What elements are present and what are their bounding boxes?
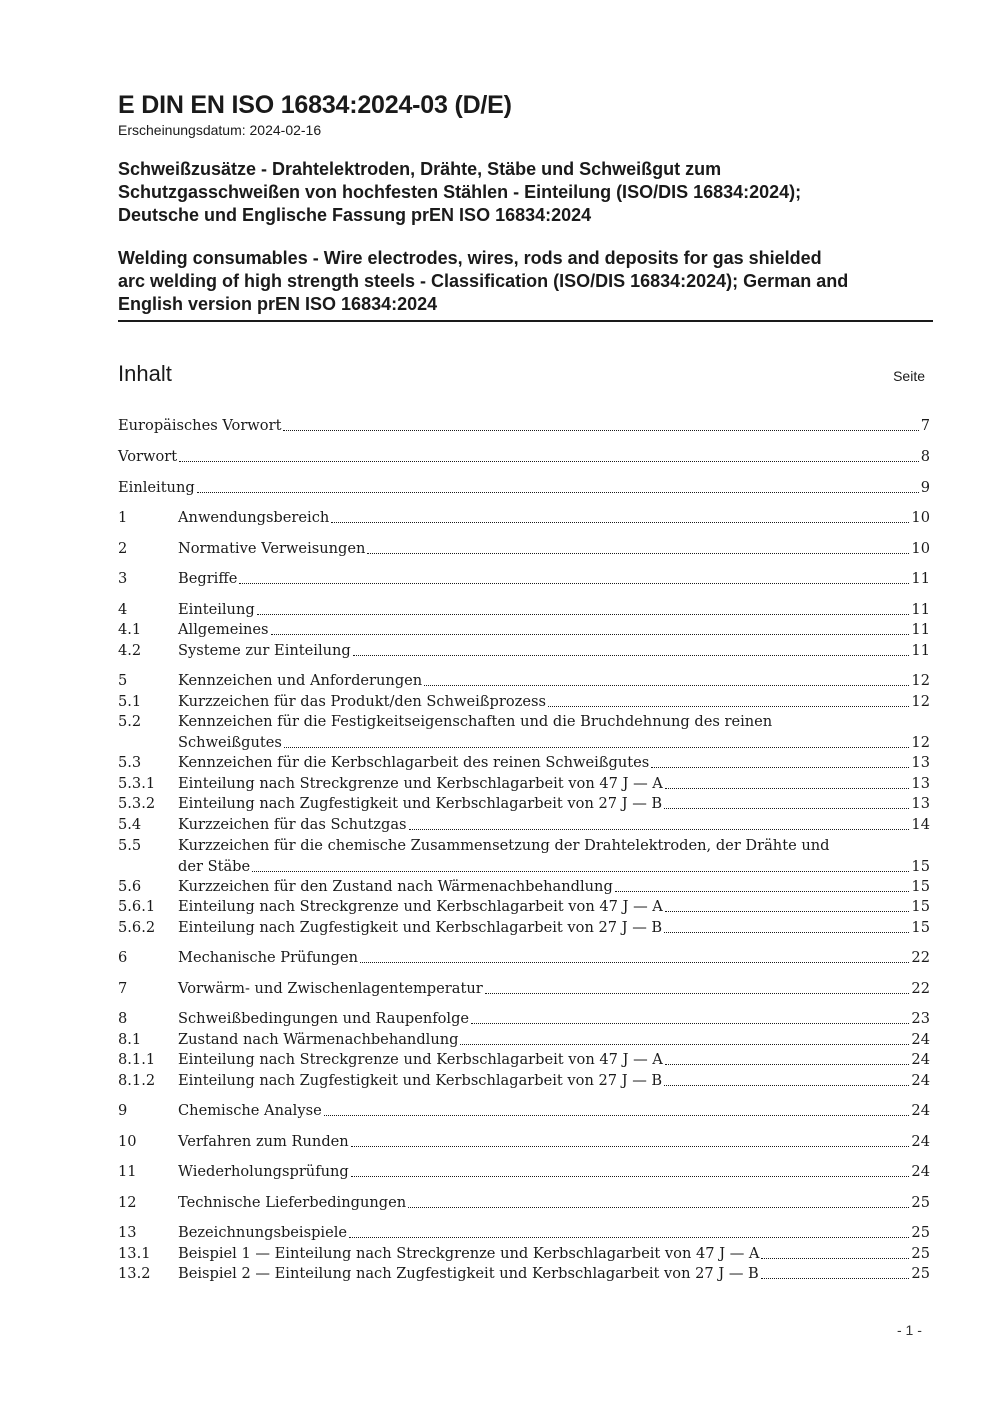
toc-leader-dots <box>257 610 910 615</box>
toc-leader-dots <box>408 1203 909 1208</box>
toc-entry-page: 13 <box>911 795 930 812</box>
toc-entry-number: 5.6.2 <box>118 919 156 936</box>
toc-leader-dots <box>331 518 909 523</box>
toc-entry-title: Schweißbedingungen und Raupenfolge <box>178 1010 470 1027</box>
toc-leader-dots <box>664 1081 909 1086</box>
toc-leader-dots <box>665 784 910 789</box>
toc-entry-number: 11 <box>118 1163 137 1180</box>
toc-entry[interactable] <box>118 917 930 938</box>
toc-entry[interactable] <box>118 1161 930 1182</box>
toc-entry-number: 12 <box>118 1194 137 1211</box>
toc-entry-title-continuation: Schweißgutes <box>178 734 282 751</box>
toc-entry[interactable] <box>118 835 930 877</box>
toc-leader-dots <box>271 630 910 635</box>
toc-entry-page: 24 <box>911 1102 930 1119</box>
toc-entry[interactable] <box>118 477 930 498</box>
toc-entry-page: 22 <box>911 980 930 997</box>
toc-entry-title: Einteilung nach Streckgrenze und Kerbschlagarbeit von 47 J — A <box>178 775 663 792</box>
toc-entry-page: 24 <box>911 1051 930 1068</box>
toc-entry[interactable] <box>118 773 930 794</box>
toc-entry-page: 11 <box>911 601 930 618</box>
toc-entry-number: 8 <box>118 1010 128 1027</box>
toc-entry[interactable] <box>118 752 930 773</box>
title-german-line: Schweißzusätze - Drahtelektroden, Drähte, Stäbe und Schweißgut zum <box>118 159 722 179</box>
document-header <box>118 90 933 316</box>
toc-entry[interactable] <box>118 446 930 467</box>
toc-entry-page: 13 <box>911 775 930 792</box>
toc-entry[interactable] <box>118 814 930 835</box>
toc-entry-title: Technische Lieferbedingungen <box>178 1194 407 1211</box>
toc-entry-page: 24 <box>911 1072 930 1089</box>
toc-leader-dots <box>351 1172 910 1177</box>
toc-leader-dots <box>409 825 910 830</box>
toc-entry-title: Systeme zur Einteilung <box>178 642 351 659</box>
toc-entry-number: 1 <box>118 509 128 526</box>
toc-entry-title: Einteilung <box>178 601 255 618</box>
publication-date: Erscheinungsdatum: 2024-02-16 <box>118 122 322 138</box>
toc-entry-title: Chemische Analyse <box>178 1102 322 1119</box>
toc-leader-dots <box>284 743 910 748</box>
toc-entry-number: 8.1.1 <box>118 1051 156 1068</box>
toc-entry-page: 12 <box>911 672 930 689</box>
toc-leader-dots <box>664 928 909 933</box>
toc-entry-title: Mechanische Prüfungen <box>178 949 359 966</box>
toc-entry-number: 5.6 <box>118 878 142 895</box>
toc-entry-title: Einteilung nach Zugfestigkeit und Kerbschlagarbeit von 27 J — B <box>178 919 663 936</box>
toc-leader-dots <box>665 907 910 912</box>
toc-leader-dots <box>460 1040 909 1045</box>
toc-entry-title: Beispiel 1 — Einteilung nach Streckgrenze und Kerbschlagarbeit von 47 J — A <box>178 1245 760 1262</box>
toc-entry[interactable] <box>118 896 930 917</box>
toc-entry[interactable] <box>118 1070 930 1091</box>
toc-leader-dots <box>615 887 910 892</box>
toc-entry[interactable] <box>118 876 930 897</box>
toc-entry-page: 10 <box>911 540 930 557</box>
toc-entry[interactable] <box>118 415 930 436</box>
toc-leader-dots <box>485 989 910 994</box>
toc-entry-page: 12 <box>911 734 930 751</box>
toc-entry-page: 12 <box>911 693 930 710</box>
title-german-line: Schutzgasschweißen von hochfesten Stählen - Einteilung (ISO/DIS 16834:2024); <box>118 182 802 202</box>
toc-entry-title: Einteilung nach Zugfestigkeit und Kerbschlagarbeit von 27 J — B <box>178 795 663 812</box>
toc-entry[interactable] <box>118 1263 930 1284</box>
toc-entry-number: 5.2 <box>118 713 142 730</box>
toc-entry-number: 5.6.1 <box>118 898 156 915</box>
toc-entry-title: Anwendungsbereich <box>178 509 330 526</box>
toc-leader-dots <box>283 426 918 431</box>
toc-entry-title: Kurzzeichen für den Zustand nach Wärmenachbehandlung <box>178 878 613 895</box>
toc-entry-number: 3 <box>118 570 128 587</box>
toc-entry-number: 7 <box>118 980 128 997</box>
toc-entry-title: Verfahren zum Runden <box>178 1133 349 1150</box>
toc-entry-number: 13 <box>118 1224 137 1241</box>
toc-entry-page: 7 <box>920 417 930 434</box>
toc-heading <box>118 360 928 388</box>
toc-entry[interactable] <box>118 793 930 814</box>
toc-entry[interactable] <box>118 1029 930 1050</box>
title-english-line: arc welding of high strength steels - Classification (ISO/DIS 16834:2024); German and <box>118 271 849 291</box>
toc-entry-number: 4.2 <box>118 642 142 659</box>
toc-entry-title: Europäisches Vorwort <box>118 417 282 434</box>
toc-entry[interactable] <box>118 1131 930 1152</box>
toc-entry[interactable] <box>118 1008 930 1029</box>
toc-entry-page: 10 <box>911 509 930 526</box>
toc-entry-page: 15 <box>911 878 930 895</box>
toc-entry-page: 14 <box>911 816 930 833</box>
toc-entry-number: 4.1 <box>118 621 142 638</box>
toc-title: Inhalt <box>118 361 172 386</box>
toc-leader-dots <box>351 1142 910 1147</box>
toc-entry-page: 11 <box>911 570 930 587</box>
toc-entry-number: 2 <box>118 540 128 557</box>
page-number: - 1 - <box>897 1322 922 1338</box>
title-english-line: English version prEN ISO 16834:2024 <box>118 294 438 314</box>
toc-entry-page: 24 <box>911 1163 930 1180</box>
toc-entry-page: 25 <box>911 1245 930 1262</box>
toc-entry-number: 8.1.2 <box>118 1072 156 1089</box>
toc-entry-title: Zustand nach Wärmenachbehandlung <box>178 1031 459 1048</box>
toc-entry[interactable] <box>118 670 930 691</box>
toc-entry-title: Kurzzeichen für das Produkt/den Schweißprozess <box>178 693 546 710</box>
toc-leader-dots <box>424 681 909 686</box>
toc-leader-dots <box>360 958 909 963</box>
toc-entry-title: Normative Verweisungen <box>178 540 366 557</box>
toc-entry[interactable] <box>118 507 930 528</box>
toc-entry-number: 8.1 <box>118 1031 142 1048</box>
toc-entry-page: 25 <box>911 1194 930 1211</box>
toc-entry[interactable] <box>118 1100 930 1121</box>
toc-entry-title: Kennzeichen und Anforderungen <box>178 672 423 689</box>
toc-entry-number: 5.3.2 <box>118 795 156 812</box>
toc-leader-dots <box>179 457 919 462</box>
toc-entry-title: Vorwärm- und Zwischenlagentemperatur <box>178 980 483 997</box>
toc-entry-page: 24 <box>911 1031 930 1048</box>
toc-entry[interactable] <box>118 599 930 620</box>
toc-entry-title: Kennzeichen für die Festigkeitseigenschaften und die Bruchdehnung des reinen <box>178 713 773 730</box>
toc-entry-title: Kurzzeichen für das Schutzgas <box>178 816 407 833</box>
toc-entry-title: Vorwort <box>118 448 178 465</box>
toc-leader-dots <box>664 804 909 809</box>
toc-leader-dots <box>665 1060 910 1065</box>
toc-entry-number: 6 <box>118 949 128 966</box>
title-english <box>118 247 933 316</box>
toc-entry-title: Einteilung nach Streckgrenze und Kerbschlagarbeit von 47 J — A <box>178 898 663 915</box>
toc-entry-title: Allgemeines <box>178 621 269 638</box>
toc-entry-number: 5.3.1 <box>118 775 156 792</box>
toc-entry-title: Einteilung nach Zugfestigkeit und Kerbschlagarbeit von 27 J — B <box>178 1072 663 1089</box>
toc-entry-page: 11 <box>911 621 930 638</box>
toc-leader-dots <box>761 1274 910 1279</box>
toc-leader-dots <box>353 651 910 656</box>
toc-entry-number: 13.2 <box>118 1265 151 1282</box>
toc-entry-page: 24 <box>911 1133 930 1150</box>
toc-leader-dots <box>651 763 909 768</box>
toc-entry-number: 13.1 <box>118 1245 151 1262</box>
toc-entry[interactable] <box>118 711 930 753</box>
toc-entry[interactable] <box>118 1222 930 1243</box>
toc-entry-page: 13 <box>911 754 930 771</box>
toc-entry-title: Kennzeichen für die Kerbschlagarbeit des reinen Schweißgutes <box>178 754 650 771</box>
toc-leader-dots <box>324 1111 910 1116</box>
toc-entry[interactable] <box>118 1049 930 1070</box>
toc-entry-page: 15 <box>911 898 930 915</box>
title-german <box>118 158 933 227</box>
toc-entry-number: 5.3 <box>118 754 142 771</box>
toc-leader-dots <box>471 1019 909 1024</box>
title-german-line: Deutsche und Englische Fassung prEN ISO 16834:2024 <box>118 205 592 225</box>
toc-entry[interactable] <box>118 1192 930 1213</box>
toc-entry[interactable] <box>118 568 930 589</box>
toc-entry-page: 23 <box>911 1010 930 1027</box>
toc-entry-page: 8 <box>920 448 930 465</box>
toc-entry-title: Einleitung <box>118 479 195 496</box>
toc-entry-page: 15 <box>911 858 930 875</box>
toc-entry-title: Einteilung nach Streckgrenze und Kerbschlagarbeit von 47 J — A <box>178 1051 663 1068</box>
toc-entry-title: Beispiel 2 — Einteilung nach Zugfestigkeit und Kerbschlagarbeit von 27 J — B <box>178 1265 759 1282</box>
toc-leader-dots <box>349 1233 909 1238</box>
toc-entry-title: Wiederholungsprüfung <box>178 1163 349 1180</box>
toc-entry[interactable] <box>118 640 930 661</box>
toc-entry[interactable] <box>118 978 930 999</box>
toc-entry[interactable] <box>118 538 930 559</box>
toc-entry-number: 5.5 <box>118 837 142 854</box>
toc-entry-number: 9 <box>118 1102 128 1119</box>
toc-entry[interactable] <box>118 947 930 968</box>
toc-leader-dots <box>548 702 909 707</box>
toc-entry-page: 25 <box>911 1265 930 1282</box>
toc-entry-number: 5.4 <box>118 816 142 833</box>
toc-entry-page: 22 <box>911 949 930 966</box>
toc-entry-number: 10 <box>118 1133 137 1150</box>
toc-entry-number: 4 <box>118 601 128 618</box>
toc-entry-title: Bezeichnungsbeispiele <box>178 1224 348 1241</box>
header-divider <box>118 320 933 322</box>
toc-leader-dots <box>367 549 909 554</box>
toc-entry-page: 11 <box>911 642 930 659</box>
toc-entry[interactable] <box>118 619 930 640</box>
toc-page-label: Seite <box>893 368 925 384</box>
toc-entry-page: 25 <box>911 1224 930 1241</box>
document-id: E DIN EN ISO 16834:2024-03 (D/E) <box>118 91 512 119</box>
toc-leader-dots <box>761 1254 909 1259</box>
toc-leader-dots <box>239 579 909 584</box>
toc-leader-dots <box>252 867 909 872</box>
toc-entry-number: 5.1 <box>118 693 142 710</box>
toc-entry-number: 5 <box>118 672 128 689</box>
title-english-line: Welding consumables - Wire electrodes, wires, rods and deposits for gas shielded <box>118 248 822 268</box>
toc-entry[interactable] <box>118 1243 930 1264</box>
toc-entry-page: 15 <box>911 919 930 936</box>
toc-entry[interactable] <box>118 691 930 712</box>
toc-leader-dots <box>197 488 919 493</box>
toc-entry-page: 9 <box>920 479 930 496</box>
toc-entry-title: Kurzzeichen für die chemische Zusammensetzung der Drahtelektroden, der Drähte und <box>178 837 830 854</box>
toc-entry-title-continuation: der Stäbe <box>178 858 251 875</box>
toc-entry-title: Begriffe <box>178 570 238 587</box>
